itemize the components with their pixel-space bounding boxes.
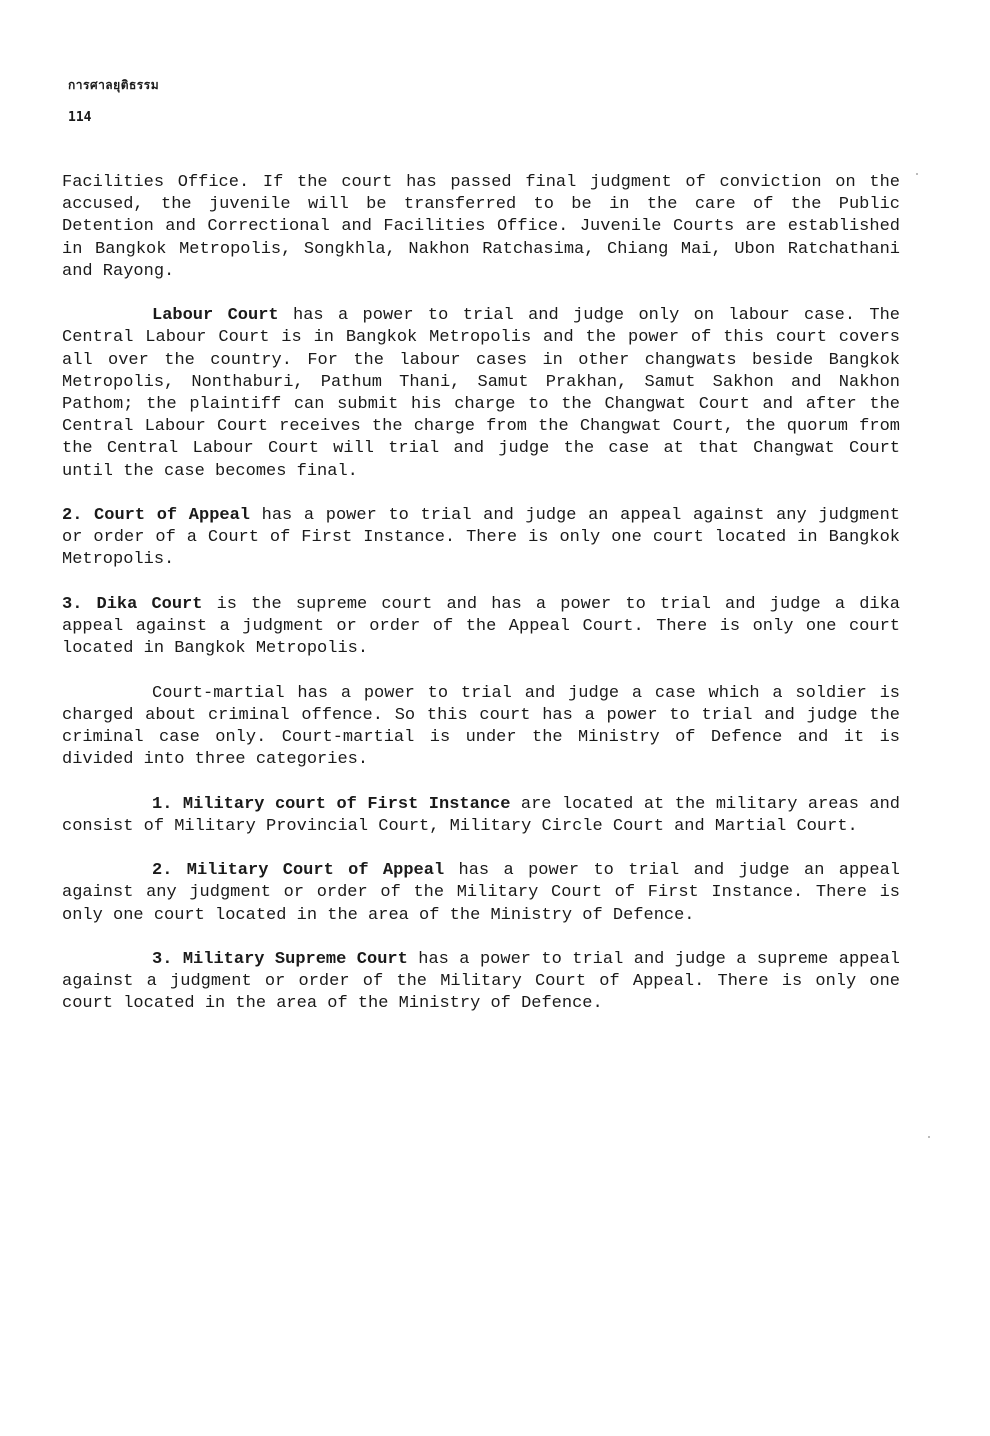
paragraph-heading: 1. Military court of First Instance [152, 794, 511, 814]
paragraph-court-martial [62, 683, 900, 772]
paragraph-court-of-appeal [62, 505, 900, 572]
paragraph-heading: 2. Court of Appeal [62, 506, 250, 526]
scan-speck [928, 1136, 930, 1138]
paragraph-military-supreme-court [62, 949, 900, 1016]
paragraph-text: is the supreme court and has a power to trial and judge a dika appeal against a judgment or order of the Appeal Court. There is only one court located in Bangkok Metropolis. [62, 594, 900, 659]
paragraph-dika-court [62, 594, 900, 661]
paragraph-military-court-of-appeal [62, 860, 900, 927]
paragraph-labour-court [62, 305, 900, 483]
paragraph-heading: 3. Military Supreme Court [152, 950, 408, 969]
paragraph-text: has a power to trial and judge an appeal against any judgment or order of the Military Court of First Instance. There is only one court located in the area of the Ministry of Defence. [62, 861, 900, 925]
scan-speck [916, 173, 918, 175]
paragraph-text: Court-martial has a power to trial and judge a case which a soldier is charged about criminal offence. So this court has a power to trial and judge the criminal case only. Court-martial is under the Ministry of Defence and it is divided into three categories. [62, 683, 900, 770]
body-text [62, 172, 900, 1038]
running-header: การศาลยุติธรรม [68, 78, 160, 92]
paragraph-military-first-instance [62, 794, 900, 838]
paragraph-text: has a power to trial and judge only on labour case. The Central Labour Court is in Bangkok Metropolis and the power of this court covers all over the country. For the labour cases in other changwats beside Bangkok Metropolis, Nonthaburi, Pathum Thani, Samut Prakhan, Samut Sakhon and Nakhon Pathom; the plaintiff can submit his charge to the Changwat Court and after the Central Labour Court receives the charge from the Changwat Court, the quorum from the Central Labour Court will trial and judge the case at that Changwat Court until the case becomes final. [62, 306, 901, 481]
paragraph-text: has a power to trial and judge an appeal against any judgment or order of a Court of First Instance. There is only one court located in Bangkok Metropolis. [62, 506, 900, 570]
paragraph-juvenile-courts [62, 172, 900, 283]
paragraph-heading: 2. Military Court of Appeal [152, 861, 445, 881]
page-number: 114 [68, 110, 92, 125]
paragraph-text: has a power to trial and judge a supreme appeal against a judgment or order of the Military Court of Appeal. There is only one court located in the area of the Ministry of Defence. [62, 950, 900, 1014]
paragraph-heading: Labour Court [152, 306, 279, 326]
paragraph-heading: 3. Dika Court [62, 594, 203, 614]
paragraph-text: are located at the military areas and consist of Military Provincial Court, Military Circle Court and Martial Court. [62, 794, 900, 836]
paragraph-text: Facilities Office. If the court has passed final judgment of conviction on the accused, the juvenile will be transferred to be in the care of the Public Detention and Correctional and Facilities Office. Juvenile Courts are established in Bangkok Metropolis, Songkhla, Nakhon Ratchasima, Chiang Mai, Ubon Ratchathani and Rayong. [62, 173, 900, 281]
